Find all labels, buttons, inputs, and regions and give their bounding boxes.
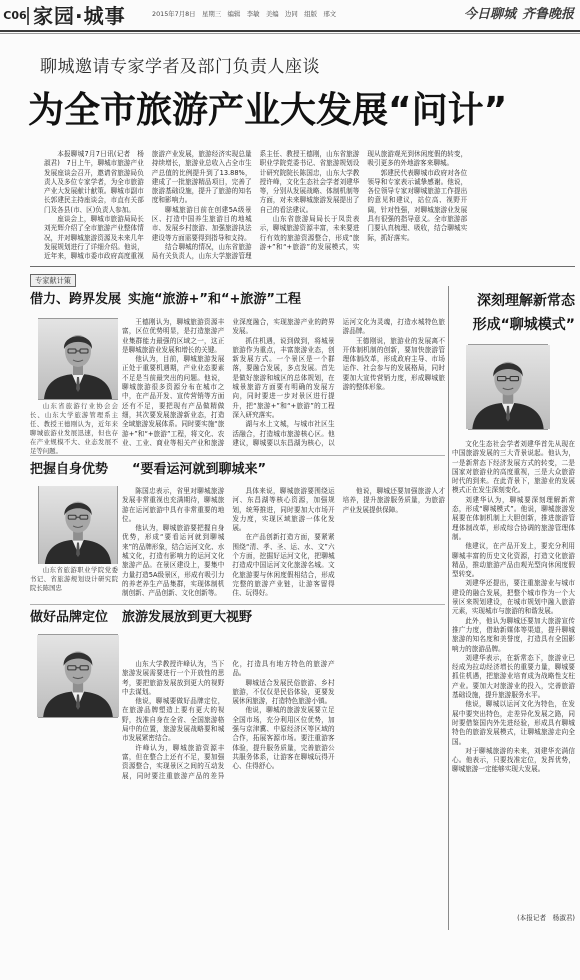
lead-paragraph: 郭建民代表聊城市政府对各位领导和专家表示诚挚感谢。他说，各位领导专家对聊城旅游工作提出的意见和建议，站位高、视野开阔，针对性强，对聊城旅游业发展具有很强的指导意义。全市旅游部门要认真梳理、吸收，结合聊城实际，抓好落实。: [367, 168, 468, 242]
body-paragraph: 对于聊城旅游的未来，刘建华充满信心。他表示，只要找准定位，发挥优势，聊城旅游一定能够实现大发展。: [452, 746, 575, 774]
body-paragraph: 山东大学教授许峰认为，当下旅游发展需要进行一个开放性的思考，要把旅游发展放到更大的视野中去谋划。: [122, 660, 225, 696]
photo-caption: [30, 402, 118, 455]
sidebar-head-line2: 形成“聊城模式”: [472, 317, 575, 333]
portrait-photo: [38, 634, 118, 718]
issue-meta: 2015年7月8日 星期三 编辑 李敏 美编 边同 组版 邢文: [152, 10, 337, 18]
portrait-photo: [468, 344, 548, 430]
body-paragraph: 聊城适合发展民俗旅游、乡村旅游，不仅仅是民俗体验，更要发展休闲旅游，打造特色旅游小镇。: [232, 678, 335, 706]
lead-paragraph: 座谈会上，聊城市旅游局局长刘光辉介绍了全市旅游产业整体情况，并对聊城旅游资源及未来几年发展规划进行了详细介绍。他说，近年来，聊城市委市政府高度重视旅游产业发展，旅游经济实现总量持续增长，旅游业总收入占全市生产总值的比例提升到了13.88%，建成了一批旅游精品项目，完善了旅游基础设施，提升了旅游的知名度和影响力。: [44, 150, 252, 261]
body-paragraph: 在产品创新打造方面，要紧紧围绕“清、孝、圣、运、水、文”六个方面，挖掘好运河文化，把聊城打造成中国运河文化旅游名城。文化旅游要与休闲度假相结合，形成完整的旅游产业链，让游客留得住、玩得好。: [232, 533, 335, 598]
body-paragraph: 刘建华表示，在新常态下，旅游业已经成为拉动经济增长的重要力量，聊城要抓住机遇，把旅游业培育成为战略性支柱产业。要加大对旅游业的投入，完善旅游基础设施，提升旅游服务水平。: [452, 653, 575, 700]
article-subtitle: 聊城邀请专家学者及部门负责人座谈: [40, 57, 320, 77]
body-paragraph: 抓住机遇，说到做到，将城景旅游作为重点，丰富旅游业态，创新发展方式。一个景区是一个群落，要融合发展，多点发展。首先是做好旅游和城区的总体规划，在城景旅游方面要有明确的发展方向，同时要进一步对景区进行提升，把“旅游+”和“+旅游”的工程深入研究落实。: [232, 336, 335, 419]
header-rule-thin: [0, 33, 580, 34]
article-lead: [44, 150, 575, 262]
lead-paragraph: 本报聊城7月7日讯(记者 杨淑君) 7日上午，聊城市旅游产业发展座谈会召开，邀请省旅游局负责人及多位专家学者，为全市旅游产业大发展献计献策。聊城市副市长郭建民主持座谈会，市直有关部门及各县(市、区)负责人参加。: [44, 150, 144, 214]
portrait-photo: [38, 486, 118, 564]
block3-head-left: 做好品牌定位: [30, 610, 109, 625]
block1-head-right: 实施“旅游+”和“+旅游”工程: [128, 292, 301, 307]
block1-body: [122, 318, 445, 450]
body-paragraph: 刘建华认为，聊城要深刻理解新常态，形成“聊城模式”。他说，聊城旅游发展要在体制机制上大胆创新，推进旅游管理体制改革，形成综合协调的旅游管理体制。: [452, 495, 575, 541]
body-paragraph: 他说，聊城的旅游发展要立足全国市场，充分利用区位优势，加强与京津冀、中原经济区等区域的合作，拓展客源市场。要注重游客体验，提升服务质量，完善旅游公共服务体系，让游客在聊城玩得开心、住得舒心。: [232, 706, 335, 771]
sidebar-head-line1: 深刻理解新常态: [477, 293, 575, 309]
block2-head-left: 把握自身优势: [30, 462, 109, 477]
photo-caption: [30, 566, 118, 602]
lead-paragraph: 聊城旅游目前在创建5A级景区、打造中国养生旅游目的地城市、发展乡村旅游、加强旅游执法建设等方面需要得到指导和支持。: [151, 205, 252, 242]
lead-paragraph: 山东省旅游局局长于凤贵表示，聊城旅游资源丰富，未来要进行有效的旅游资源整合，形成“旅游+”和“+旅游”的发展模式，实现从旅游观光到休闲度假的转变，吸引更多的外地游客来聊城。: [259, 150, 468, 251]
block3-head-right: 旅游发展放到更大视野: [122, 610, 253, 625]
body-paragraph: 他认为，目前，聊城旅游发展正处于重要机遇期，产业业态要素不足是当前最突出的问题。他说，聊城旅游很多资源分布在城市之中，在产品开发、宣传营销等方面还有不足，要把现有产品做精做细，其次要发展旅游新业态，打造全域旅游发展体系。同时要实施“旅游+”和“+旅游”工程，将文化、农业、工业、商业等相关产业和旅游业深度融合，实现旅游产业的跨界发展。: [122, 318, 335, 447]
article-title: 为全市旅游产业大发展“问计”: [28, 90, 508, 131]
reporter-byline: (本报记者 杨淑君): [517, 914, 575, 922]
body-paragraph: 刘建华还提出，要注重旅游业与城市建设的融合发展，把整个城市作为一个大景区来规划建设，在城市规划中融入旅游元素，实现城市与旅游的和谐发展。: [452, 579, 575, 616]
body-paragraph: 他说，聊城以运河文化为特色，在发展中要突出特色，走差异化发展之路，同时要借鉴国内外先进经验，形成具有聊城特色的旅游发展模式，让聊城旅游走向全国。: [452, 700, 575, 746]
body-paragraph: 他说，聊城还要加强旅游人才培养，提升旅游服务质量，为旅游产业发展提供保障。: [342, 487, 445, 514]
body-paragraph: 他认为，聊城旅游要把握自身优势，形成“要看运河就到聊城来”的品牌形象，结合运河文化、水城文化，打造有影响力的运河文化旅游产品。在景区建设上，要集中力量打造5A级景区，形成有吸引力的养老养生产品集群，实现体制机制创新、产品创新、文化创新等。: [122, 524, 225, 598]
sidebar-body: [452, 440, 575, 910]
body-paragraph: 文化生态社会学者刘建华首先从现在中国旅游发展的三大背景说起。他认为，一是新常态下经济发展方式的转变，二是国家对旅游业的高度重视，三是大众旅游时代的到来。在此背景下，旅游业的发展模式正在发生深刻变化。: [452, 440, 575, 495]
body-paragraph: 他说，聊城要做好品牌定位，在旅游品牌塑造上要有更大的视野，找准自身在全省、全国旅游格局中的位置，旅游发展战略要和城市发展紧密结合。: [122, 697, 225, 743]
body-paragraph: 王德刚认为，聊城旅游资源丰富，区位优势明显，是打造旅游产业集群能力最强的区域之一，这正是聊城旅游业发展和增长的关键。: [122, 318, 225, 354]
newspaper-logo: [464, 5, 574, 25]
caption-text: 山东省旅游职业学院党委书记、省旅游规划设计研究院院长陈国忠: [30, 566, 118, 592]
logo-left-text: 今日聊城: [463, 7, 516, 22]
lead-divider: [30, 266, 575, 267]
body-paragraph: 陈国忠表示，省里对聊城旅游发展非常重视也充满期待，聊城旅游在运河旅游中具有非常重要的地位。: [122, 487, 225, 523]
section-title: 家园·城事: [33, 4, 126, 28]
portrait-photo: [38, 318, 118, 400]
header-rule: [0, 30, 580, 32]
logo-right-text: 齐鲁晚报: [521, 7, 574, 22]
block3-body: [122, 660, 445, 788]
block2-head-right: “要看运河就到聊城来”: [132, 462, 267, 477]
body-paragraph: 王德刚说，旅游业的发展离不开体制机制的创新，要加快旅游管理体制改革，形成政府主导、市场运作、社会参与的发展格局，同时要加大宣传营销力度，形成聊城旅游的整体形象。: [342, 336, 445, 392]
body-paragraph: 许峰认为，聊城旅游资源丰富，但在整合上还有不足，要加强资源整合，实现景区之间的互动发展，同时要注重旅游产品的差异化，打造具有地方特色的旅游产品。: [122, 660, 335, 780]
body-paragraph: 湖与水上文城，与城市社区生活融合，打造城市旅游核心区。他建议，聊城要以东昌湖为核心，以运河文化为灵魂，打造水城特色旅游品牌。: [232, 318, 445, 447]
body-paragraph: 具体来说，聊城旅游要围绕运河、东昌湖等核心资源，加强规划，统筹推进，同时要加大市场开发力度，实现区域旅游一体化发展。: [232, 487, 335, 533]
body-paragraph: 他建议，在产品开发上，要充分利用聊城丰富的历史文化资源，打造文化旅游精品，推动旅游产品由观光型向休闲度假型转变。: [452, 542, 575, 579]
lead-paragraph: 结合聊城的情况，山东省旅游局有关负责人，山东大学旅游管理系主任、教授王德刚，山东省旅游职业学院党委书记、省旅游规划设计研究院院长陈国忠，山东大学教授许峰，文化生态社会学者刘建华等，分别从发展战略、体制机制等方面，对未来聊城旅游发展提出了自己的看法建议。: [151, 150, 360, 261]
block1-head-left: 借力、跨界发展: [30, 292, 122, 307]
page-number: C06: [3, 7, 29, 25]
caption-text: 山东省旅游行业协会会长、山东大学旅游管理系主任、教授王德刚认为，近年来聊城旅游业发展迅速，但也存在产业规模不大、业态发展不足等问题。: [30, 402, 118, 455]
sidebar-divider: [448, 286, 449, 930]
section-label: 专家献计策: [30, 274, 76, 287]
block-divider: [30, 604, 445, 605]
body-paragraph: 此外，他认为聊城还要加大旅游宣传推广力度，借助新媒体等渠道，提升聊城旅游的知名度和美誉度，打造具有全国影响力的旅游品牌。: [452, 616, 575, 653]
block-divider: [30, 455, 445, 456]
block2-body: [122, 487, 445, 602]
